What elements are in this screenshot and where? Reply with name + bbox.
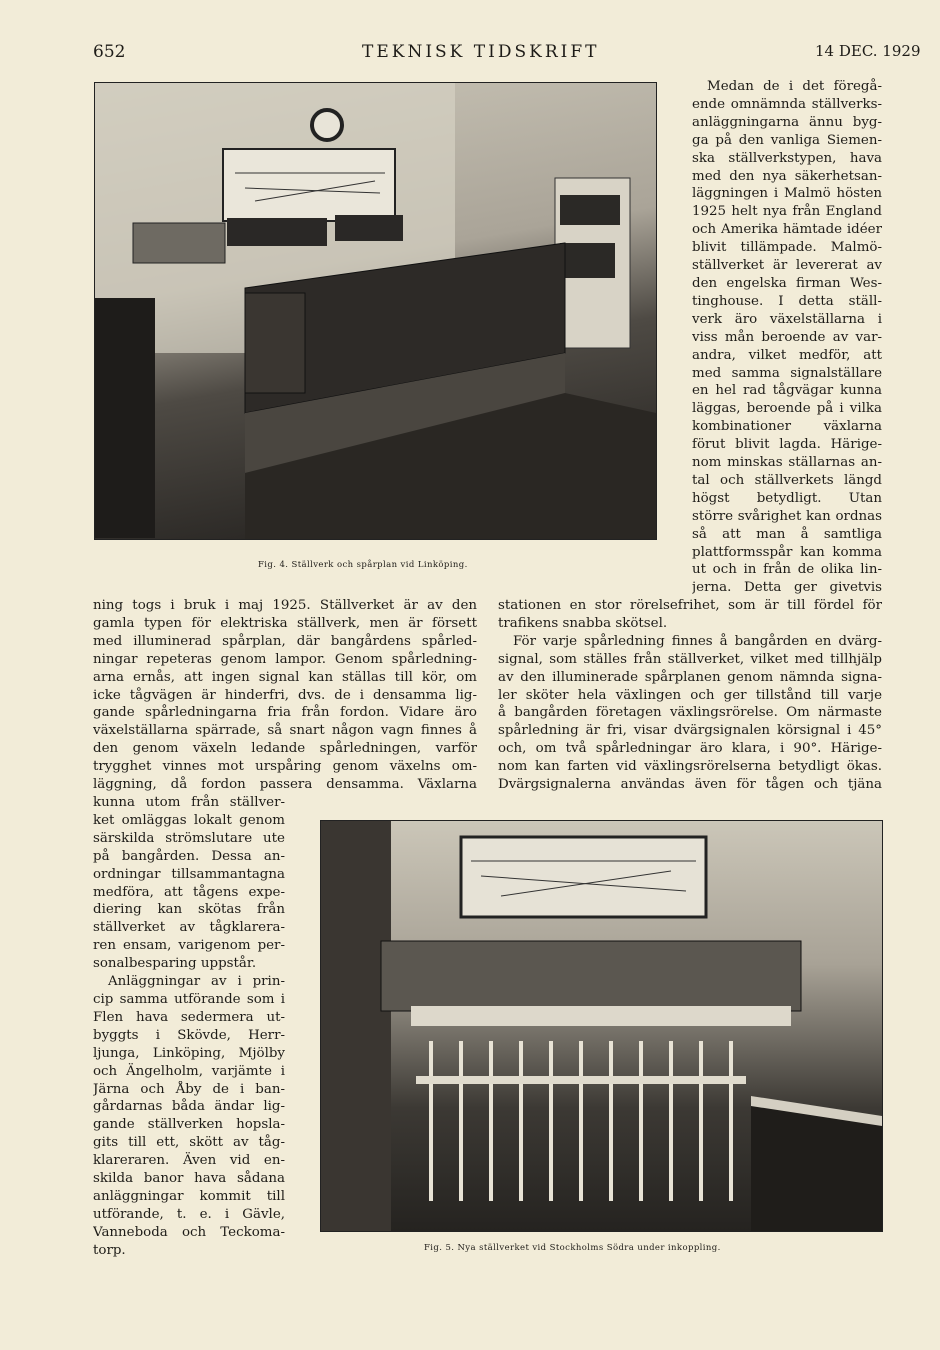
figure-4-photo [94, 82, 657, 540]
left-column-wide: ning togs i bruk i maj 1925. Ställverket är av den gamla typen för elektriska ställverk, men är försett med illuminerad spårplan, där bangårdens spårled- ningar repeteras genom lampor. Genom spårledning- arna ernås, att ingen signal kan ställas till kör, om icke tågvägen är hinderfri, dvs. de i densamma lig- gande spårledningarna fria från fordon. Vidare äro växelställarna spärrade, så snart någon vagn finnes å den genom växeln ledande spårledningen, varför trygghet vinnes mot urspåring genom växelns om- läggning, då fordon passera densamma. Växlarna [93, 598, 477, 793]
figure-5-photo [320, 820, 883, 1232]
right-column-top: Medan de i det föregå- ende omnämnda ställverks- anläggningarna ännu byg- ga på den vanliga Siemen- ska ställverkstypen, hava med den nya säkerhetsan- läggningen i Malmö hösten 1925 helt nya från England och Amerika hämtade idéer blivit tillämpade. Malmö- ställverket är levererat av den engelska firman Wes- tinghouse. I detta ställ- verk äro växelställarna i viss mån beroende av var- andra, vilket medför, att med samma signalställare en hel rad tågvägar kunna läggas, beroende på i vilka kombinationer växlarna förut blivit lagda. Härige- nom minskas ställarnas an- tal och ställverkets längd högst betydligt. Utan större svårighet kan ordnas så att man å samtliga plattformsspår kan komma ut och in från de olika lin- jerna. Detta ger givetvis [692, 79, 882, 596]
left-column-narrow: kunna utom från ställver- ket omläggas lokalt genom särskilda strömslutare ute på bangården. Dessa an- ordningar tillsammantagna medföra, att tågens expe- diering kan skötas från ställverket av tågklarera- ren ensam, varigenom per- sonalbesparing uppstår. Anläggningar av i prin- cip samma utförande som i Flen hava sedermera ut- byggts i Skövde, Herr- ljunga, Linköping, Mjölby och Ängelholm, varjämte i Järna och Åby de i ban- gårdarnas båda ändar lig- gande ställverken hopsla- gits till ett, skött av tåg- klareraren. Även vid en- skilda banor hava sådana anläggningar kommit till utförande, t. e. i Gävle, Vanneboda och Teckoma- torp. [93, 795, 285, 1258]
figure-5-illustration [321, 821, 882, 1231]
page-number: 652 [93, 42, 126, 62]
figure-4-caption: Fig. 4. Ställverk och spårplan vid Linköping. [258, 560, 468, 570]
figure-5-caption: Fig. 5. Nya ställverket vid Stockholms Södra under inkoppling. [424, 1243, 721, 1253]
right-column-middle: stationen en stor rörelsefrihet, som är till fördel för trafikens snabba skötsel. För varje spårledning finnes å bangården en dvärg- signal, som ställes från ställverket, vilket med tillhjälp av den illuminerade spårplanen genom nämnda signa- ler sköter hela växlingen och ger tillstånd till varje å bangården företagen växlingsrörelse. Om närmaste spårledning är fri, visar dvärgsignalen körsignal i 45° och, om två spårledningar äro klara, i 90°. Härige- nom kan farten vid växlingsrörelserna betydligt ökas. Dvärgsignalerna användas även för tågen och tjäna [498, 598, 882, 793]
figure-4-illustration [95, 83, 656, 539]
issue-date: 14 DEC. 1929 [815, 42, 921, 60]
journal-title: TEKNISK TIDSKRIFT [362, 42, 600, 62]
